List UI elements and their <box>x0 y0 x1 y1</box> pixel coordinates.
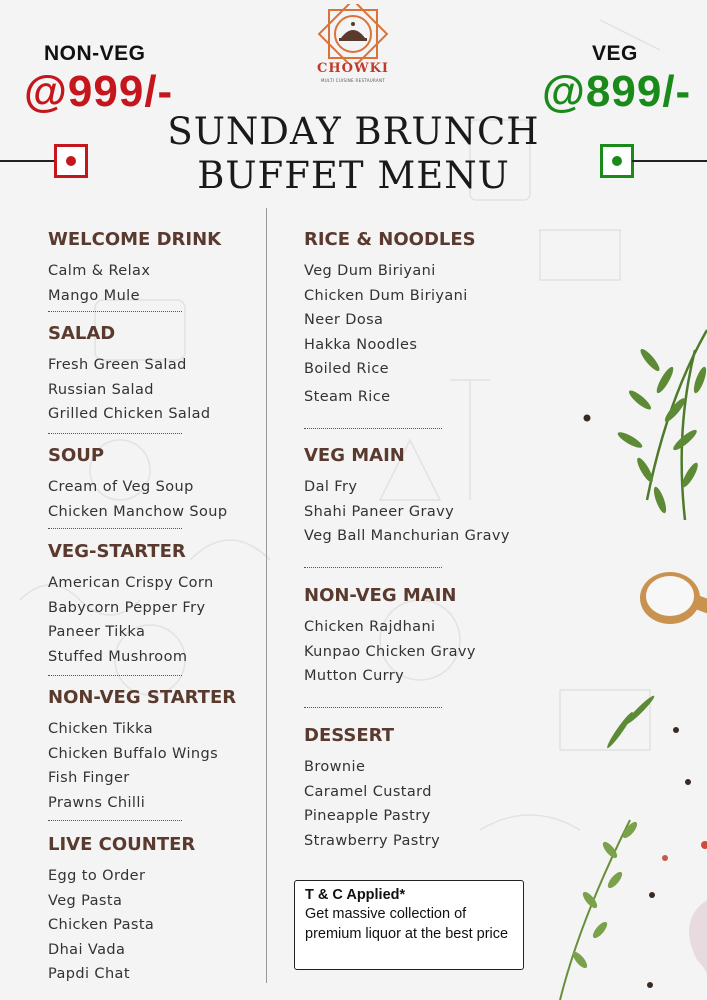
menu-item: Brownie <box>304 759 366 775</box>
menu-item: Egg to Order <box>48 868 146 884</box>
terms-box <box>294 880 524 970</box>
section-separator <box>48 433 182 434</box>
nonveg-price: @999/- <box>24 67 174 116</box>
column-divider <box>266 208 267 983</box>
menu-item: Grilled Chicken Salad <box>48 406 211 422</box>
section-live-counter <box>48 834 195 987</box>
menu-item: Kunpao Chicken Gravy <box>304 643 476 660</box>
right-rule <box>632 160 707 162</box>
section-non-veg-main <box>304 585 476 689</box>
menu-item: Chicken Pasta <box>48 917 155 933</box>
menu-item: Hakka Noodles <box>304 336 418 353</box>
section-title: WELCOME DRINK <box>48 229 222 250</box>
section-dessert <box>304 725 440 853</box>
menu-item: Strawberry Pastry <box>304 832 441 849</box>
terms-title: T & C Applied* <box>305 887 406 903</box>
menu-item: Russian Salad <box>48 381 154 398</box>
menu-item: American Crispy Corn <box>48 575 214 591</box>
section-separator <box>48 820 182 821</box>
section-soup <box>48 445 227 524</box>
section-title: NON-VEG STARTER <box>48 687 237 708</box>
menu-item: Calm & Relax <box>48 263 151 279</box>
menu-item: Veg Ball Manchurian Gravy <box>304 528 510 544</box>
logo-name: CHOWKI <box>317 61 389 76</box>
section-veg-starter <box>48 541 214 669</box>
nonveg-price-label: NON-VEG <box>44 42 146 65</box>
section-title: SALAD <box>48 323 116 344</box>
veg-price-label: VEG <box>592 42 638 65</box>
section-title: VEG MAIN <box>304 445 405 466</box>
section-veg-main <box>304 445 510 549</box>
section-separator <box>304 567 442 568</box>
menu-item: Mango Mule <box>48 287 140 304</box>
menu-item: Prawns Chilli <box>48 794 146 811</box>
menu-item: Pineapple Pastry <box>304 808 431 824</box>
menu-item: Boiled Rice <box>304 361 390 377</box>
menu-item: Mutton Curry <box>304 668 405 684</box>
section-salad <box>48 323 211 427</box>
menu-item: Caramel Custard <box>304 783 432 800</box>
section-separator <box>48 675 182 676</box>
menu-item: Chicken Dum Biriyani <box>304 287 468 304</box>
menu-item: Dal Fry <box>304 479 358 495</box>
menu-item: Shahi Paneer Gravy <box>304 503 455 520</box>
section-rice-noodles <box>304 229 476 409</box>
veg-price: @899/- <box>542 67 692 116</box>
veg-symbol <box>600 144 634 178</box>
cloche-icon <box>313 4 393 64</box>
menu-title-line1: SUNDAY BRUNCH <box>167 110 540 153</box>
section-separator <box>304 428 442 429</box>
section-title: LIVE COUNTER <box>48 834 196 855</box>
menu-item: Chicken Buffalo Wings <box>48 745 219 762</box>
menu-item: Chicken Manchow Soup <box>48 503 228 520</box>
menu-item: Fish Finger <box>48 770 130 786</box>
menu-title-line2: BUFFET MENU <box>197 154 510 197</box>
menu-item: Chicken Rajdhani <box>304 619 436 635</box>
section-non-veg-starter <box>48 687 236 815</box>
section-separator <box>48 528 182 529</box>
section-title: SOUP <box>48 445 105 466</box>
nonveg-symbol <box>54 144 88 178</box>
section-title: VEG-STARTER <box>48 541 186 562</box>
menu-item: Neer Dosa <box>304 312 384 328</box>
section-separator <box>48 311 182 312</box>
section-title: DESSERT <box>304 725 394 746</box>
menu-item: Papdi Chat <box>48 966 130 982</box>
menu-item: Stuffed Mushroom <box>48 648 188 665</box>
section-title: NON-VEG MAIN <box>304 585 457 606</box>
menu-item: Babycorn Pepper Fry <box>48 599 206 616</box>
section-title: RICE & NOODLES <box>304 229 476 250</box>
section-welcome-drink <box>48 229 221 308</box>
left-rule <box>0 160 56 162</box>
logo-tagline: MULTI CUISINE RESTAURANT <box>321 78 385 83</box>
menu-item: Dhai Vada <box>48 941 126 958</box>
menu-item: Fresh Green Salad <box>48 357 187 373</box>
menu-item: Cream of Veg Soup <box>48 479 194 495</box>
terms-body: Get massive collection of premium liquor at the best price <box>305 906 509 942</box>
menu-item: Paneer Tikka <box>48 624 146 640</box>
menu-item: Steam Rice <box>304 388 391 405</box>
section-separator <box>304 707 442 708</box>
menu-item: Veg Pasta <box>48 892 123 909</box>
restaurant-logo <box>313 4 393 104</box>
menu-item: Veg Dum Biriyani <box>304 263 436 279</box>
menu-item: Chicken Tikka <box>48 721 153 737</box>
